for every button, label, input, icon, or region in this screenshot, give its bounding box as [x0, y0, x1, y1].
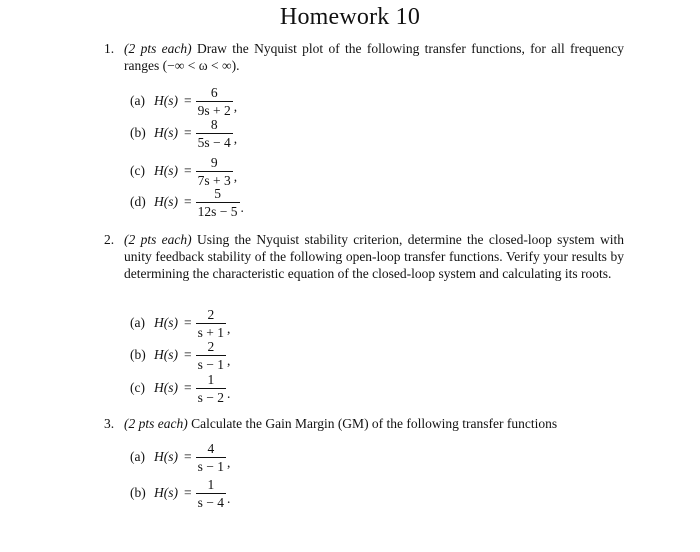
punctuation: . — [227, 491, 231, 506]
points-note: (2 pts each) — [124, 41, 192, 56]
transfer-function-symbol: H(s) — [154, 315, 178, 330]
item-label: (a) — [130, 93, 145, 108]
punctuation: . — [240, 200, 244, 215]
denominator: s + 1 — [197, 324, 224, 340]
equals-sign: = — [184, 315, 192, 330]
fraction — [196, 155, 233, 188]
equals-sign: = — [184, 163, 192, 178]
fraction — [196, 441, 226, 474]
fraction — [196, 85, 233, 118]
points-note: (2 pts each) — [124, 416, 188, 431]
transfer-function-symbol: H(s) — [154, 125, 178, 140]
equals-sign: = — [184, 93, 192, 108]
problem-3 — [104, 415, 624, 432]
transfer-function-symbol: H(s) — [154, 380, 178, 395]
transfer-function-symbol: H(s) — [154, 449, 178, 464]
numerator: 1 — [207, 476, 215, 492]
fraction — [196, 117, 233, 150]
equals-sign: = — [184, 125, 192, 140]
fraction — [196, 477, 226, 510]
equation-3b — [130, 476, 230, 510]
problem-number: 1. — [104, 41, 115, 56]
item-label: (a) — [130, 315, 145, 330]
numerator: 9 — [210, 154, 218, 170]
problem-1 — [104, 40, 624, 74]
problem-number: 3. — [104, 416, 115, 431]
equals-sign: = — [184, 485, 192, 500]
numerator: 2 — [207, 306, 215, 322]
equation-2a — [130, 306, 230, 340]
equation-1a — [130, 84, 237, 118]
equals-sign: = — [184, 194, 192, 209]
fraction — [196, 372, 226, 405]
item-label: (b) — [130, 485, 146, 500]
punctuation: , — [227, 353, 231, 368]
equation-2b — [130, 338, 230, 372]
problem-statement: Using the Nyquist stability criterion, determine the closed-loop system with unity feedback stability of the following open-loop transfer functions. Verify your results by determining the characteristic equation of the closed-loop system and calculating its roots. — [124, 232, 624, 281]
problem-text — [124, 40, 624, 74]
equals-sign: = — [184, 347, 192, 362]
numerator: 6 — [210, 84, 218, 100]
page-title: Homework 10 — [279, 4, 421, 30]
equation-1c — [130, 154, 237, 188]
item-label: (c) — [130, 380, 145, 395]
equation-3a — [130, 440, 230, 474]
transfer-function-symbol: H(s) — [154, 194, 178, 209]
item-label: (c) — [130, 163, 145, 178]
numerator: 4 — [207, 440, 215, 456]
punctuation: , — [227, 321, 231, 336]
denominator: s − 1 — [197, 458, 224, 474]
denominator: 9s + 2 — [197, 102, 231, 118]
transfer-function-symbol: H(s) — [154, 347, 178, 362]
fraction — [196, 307, 226, 340]
item-label: (d) — [130, 194, 146, 209]
points-note: (2 pts each) — [124, 232, 192, 247]
transfer-function-symbol: H(s) — [154, 93, 178, 108]
equation-1b — [130, 116, 237, 150]
denominator: s − 1 — [197, 356, 224, 372]
denominator: s − 4 — [197, 494, 224, 510]
problem-text — [124, 415, 624, 432]
item-label: (b) — [130, 347, 146, 362]
item-label: (b) — [130, 125, 146, 140]
fraction — [196, 339, 226, 372]
problem-number: 2. — [104, 232, 115, 247]
numerator: 5 — [214, 185, 221, 201]
equals-sign: = — [184, 449, 192, 464]
problem-text — [124, 231, 624, 282]
equation-2c — [130, 371, 230, 405]
transfer-function-symbol: H(s) — [154, 485, 178, 500]
punctuation: , — [233, 99, 238, 114]
problem-2 — [104, 231, 624, 282]
punctuation: , — [233, 131, 238, 146]
fraction — [196, 186, 240, 219]
denominator: 12s − 5 — [197, 203, 238, 219]
punctuation: , — [233, 169, 238, 184]
problem-statement: Draw the Nyquist plot of the following transfer functions, for all frequency ranges (−∞ < ω < ∞). — [124, 41, 624, 73]
numerator: 1 — [207, 371, 215, 387]
denominator: s − 2 — [197, 389, 224, 405]
transfer-function-symbol: H(s) — [154, 163, 178, 178]
denominator: 7s + 3 — [197, 172, 231, 188]
equals-sign: = — [184, 380, 192, 395]
item-label: (a) — [130, 449, 145, 464]
problem-statement: Calculate the Gain Margin (GM) of the following transfer functions — [187, 416, 558, 431]
punctuation: . — [227, 386, 231, 401]
punctuation: , — [227, 455, 231, 470]
numerator: 2 — [207, 338, 215, 354]
denominator: 5s − 4 — [197, 134, 231, 150]
numerator: 8 — [210, 116, 218, 132]
equation-1d — [130, 185, 244, 219]
